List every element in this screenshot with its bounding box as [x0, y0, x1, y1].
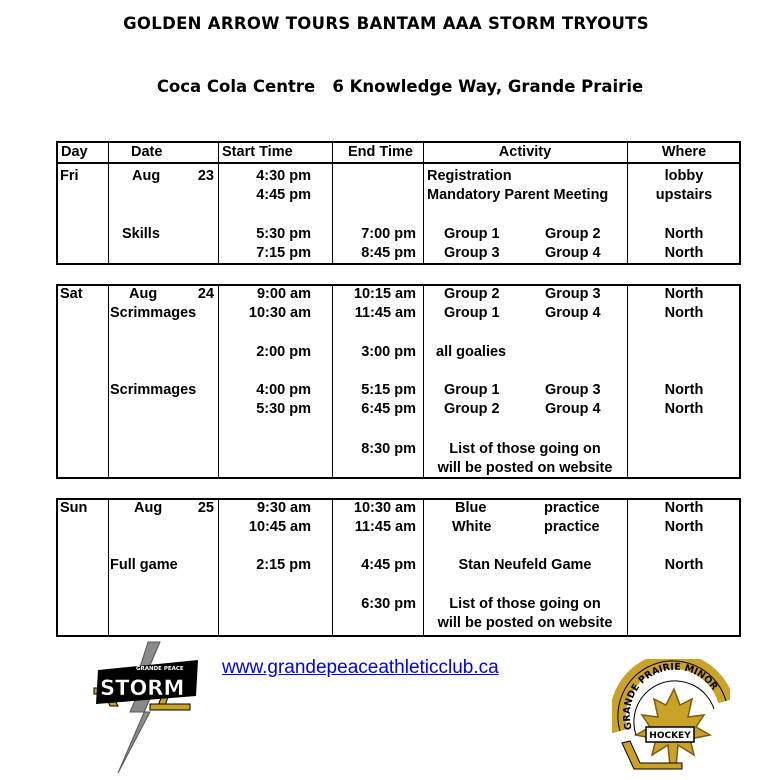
- start-time: 7:15 pm: [256, 245, 311, 261]
- header-start-time: Start Time: [222, 144, 293, 160]
- day-cell: Sat: [60, 286, 83, 302]
- date-month: Aug: [132, 168, 161, 184]
- day-cell: Fri: [60, 168, 79, 184]
- posting-note: List of those going on: [449, 596, 601, 612]
- date-day: 24: [197, 286, 214, 302]
- start-time: 2:15 pm: [256, 557, 311, 573]
- friday-block: [56, 164, 741, 265]
- session-label: Full game: [110, 557, 178, 573]
- end-time: 11:45 am: [354, 519, 416, 535]
- start-time: 4:30 pm: [256, 168, 311, 184]
- start-time: 5:30 pm: [256, 226, 311, 242]
- activity-team: Blue: [455, 500, 487, 516]
- storm-lightning-icon: [88, 640, 203, 775]
- start-time: 2:00 pm: [256, 344, 311, 360]
- svg-text:HOCKEY: HOCKEY: [649, 731, 691, 741]
- activity-team: White: [452, 519, 492, 535]
- header-where: Where: [661, 144, 707, 160]
- start-time: 9:30 am: [256, 500, 311, 516]
- activity-type: practice: [544, 519, 600, 535]
- session-label: Scrimmages: [110, 382, 197, 398]
- activity: Mandatory Parent Meeting: [427, 187, 609, 203]
- where: North: [664, 226, 704, 242]
- where: North: [664, 305, 704, 321]
- activity-type: practice: [544, 500, 600, 516]
- where: North: [664, 245, 704, 261]
- svg-text:GRANDE PEACE: GRANDE PEACE: [136, 666, 184, 672]
- end-time: 8:45 pm: [361, 245, 416, 261]
- end-time: 7:00 pm: [361, 226, 416, 242]
- header-activity: Activity: [498, 144, 552, 160]
- date-month: Aug: [134, 500, 163, 516]
- activity-group: Group 3: [545, 286, 601, 302]
- end-time: 6:30 pm: [361, 596, 416, 612]
- sunday-block: [56, 498, 741, 637]
- start-time: 5:30 pm: [256, 401, 311, 417]
- where: lobby: [664, 168, 704, 184]
- maple-leaf-hockey-icon: [612, 659, 730, 775]
- activity-group: Group 4: [545, 305, 601, 321]
- start-time: 10:45 am: [248, 519, 311, 535]
- where: upstairs: [655, 187, 713, 203]
- where: North: [664, 557, 704, 573]
- where: North: [664, 382, 704, 398]
- header-end-time: End Time: [348, 144, 413, 160]
- end-time: 10:30 am: [353, 500, 416, 516]
- activity-group: Group 4: [545, 401, 601, 417]
- end-time: 11:45 am: [354, 305, 416, 321]
- day-cell: Sun: [60, 500, 88, 516]
- header-day: Day: [61, 144, 88, 160]
- activity-group: Group 4: [545, 245, 601, 261]
- where: North: [664, 500, 704, 516]
- activity: all goalies: [436, 344, 507, 360]
- end-time: 8:30 pm: [361, 441, 416, 457]
- date-month: Aug: [129, 286, 158, 302]
- activity-group: Group 1: [444, 226, 500, 242]
- gp-minor-hockey-logo: [612, 659, 730, 775]
- page-title: GOLDEN ARROW TOURS BANTAM AAA STORM TRYOUTS: [123, 14, 649, 33]
- activity: Stan Neufeld Game: [458, 557, 592, 573]
- where: North: [664, 286, 704, 302]
- start-time: 10:30 am: [248, 305, 311, 321]
- website-link[interactable]: www.grandepeaceathleticclub.ca: [222, 657, 499, 678]
- end-time: 4:45 pm: [361, 557, 416, 573]
- storm-logo: [88, 640, 203, 775]
- schedule-header: [56, 141, 741, 164]
- start-time: 9:00 am: [256, 286, 311, 302]
- date-day: 23: [197, 168, 214, 184]
- posting-note: will be posted on website: [437, 460, 613, 476]
- activity: Registration: [427, 168, 512, 184]
- activity-group: Group 2: [545, 226, 601, 242]
- posting-note: List of those going on: [449, 441, 601, 457]
- session-label: Scrimmages: [110, 305, 197, 321]
- end-time: 5:15 pm: [361, 382, 416, 398]
- activity-group: Group 1: [444, 382, 500, 398]
- start-time: 4:45 pm: [256, 187, 311, 203]
- start-time: 4:00 pm: [256, 382, 311, 398]
- end-time: 6:45 pm: [361, 401, 416, 417]
- posting-note: will be posted on website: [437, 615, 613, 631]
- saturday-block: [56, 284, 741, 479]
- svg-text:STORM: STORM: [100, 676, 185, 700]
- activity-group: Group 3: [545, 382, 601, 398]
- end-time: 3:00 pm: [361, 344, 416, 360]
- header-date: Date: [131, 144, 163, 160]
- where: North: [664, 401, 704, 417]
- date-day: 25: [197, 500, 214, 516]
- venue-subtitle: Coca Cola Centre 6 Knowledge Way, Grande Prairie: [156, 77, 644, 96]
- activity-group: Group 3: [444, 245, 500, 261]
- activity-group: Group 2: [444, 286, 500, 302]
- activity-group: Group 2: [444, 401, 500, 417]
- end-time: 10:15 am: [353, 286, 416, 302]
- activity-group: Group 1: [444, 305, 500, 321]
- where: North: [664, 519, 704, 535]
- session-label: Skills: [122, 226, 160, 242]
- svg-text:GRANDE PRAIRIE MINOR: GRANDE PRAIRIE MINOR: [621, 661, 720, 731]
